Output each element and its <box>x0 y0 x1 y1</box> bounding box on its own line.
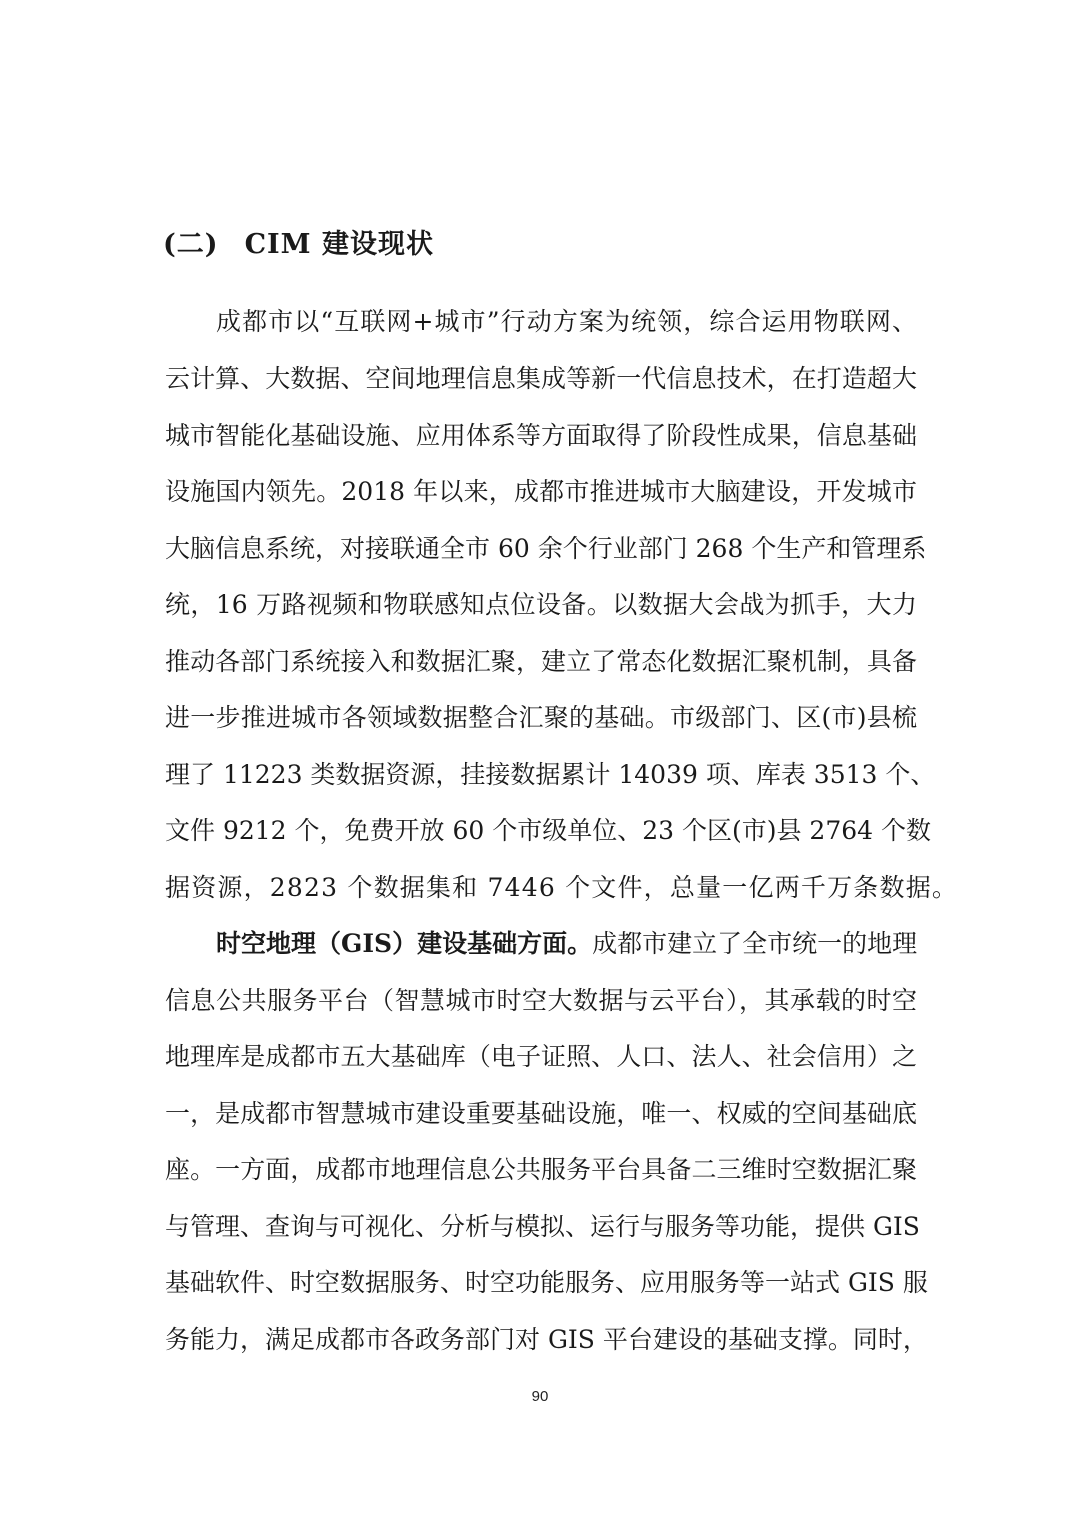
paragraph-2-line-3: 地理库是成都市五大基础库（电子证照、人口、法人、社会信用）之 <box>165 1042 917 1071</box>
section-heading <box>163 222 434 261</box>
paragraph-2-line-2: 信息公共服务平台（智慧城市时空大数据与云平台），其承载的时空 <box>165 986 917 1015</box>
paragraph-1-line-7: 推动各部门系统接入和数据汇聚，建立了常态化数据汇聚机制，具备 <box>165 647 917 676</box>
paragraph-2-line-6: 与管理、查询与可视化、分析与模拟、运行与服务等功能，提供 GIS <box>165 1212 920 1241</box>
section-title: CIM 建设现状 <box>244 229 434 260</box>
paragraph-2-line-4: 一，是成都市智慧城市建设重要基础设施，唯一、权威的空间基础底 <box>165 1099 917 1128</box>
paragraph-1-line-4: 设施国内领先。2018 年以来，成都市推进城市大脑建设，开发城市 <box>165 477 917 506</box>
paragraph-1-line-11: 据资源，2823 个数据集和 7446 个文件，总量一亿两千万条数据。 <box>165 873 959 902</box>
paragraph-2-line-8: 务能力，满足成都市各政务部门对 GIS 平台建设的基础支撑。同时， <box>165 1325 928 1354</box>
paragraph-1-line-6: 统，16 万路视频和物联感知点位设备。以数据大会战为抓手，大力 <box>165 590 917 619</box>
paragraph-2-first-rest: 成都市建立了全市统一的地理 <box>592 929 918 958</box>
page-number: 90 <box>531 1388 549 1405</box>
paragraph-1-line-10: 文件 9212 个，免费开放 60 个市级单位、23 个区(市)县 2764 个数 <box>165 816 932 845</box>
paragraph-1-line-1: 成都市以“互联网+城市”行动方案为统领，综合运用物联网、 <box>216 307 917 336</box>
paragraph-1-line-3: 城市智能化基础设施、应用体系等方面取得了阶段性成果，信息基础 <box>165 421 917 450</box>
paragraph-2-line-1 <box>216 929 917 959</box>
paragraph-1-line-5: 大脑信息系统，对接联通全市 60 余个行业部门 268 个生产和管理系 <box>165 534 927 563</box>
section-number: (二) <box>163 229 219 260</box>
paragraph-2-line-5: 座。一方面，成都市地理信息公共服务平台具备二三维时空数据汇聚 <box>165 1155 917 1184</box>
paragraph-2-line-7: 基础软件、时空数据服务、时空功能服务、应用服务等一站式 GIS 服 <box>165 1268 928 1297</box>
paragraph-1-line-2: 云计算、大数据、空间地理信息集成等新一代信息技术，在打造超大 <box>165 364 917 393</box>
paragraph-1-line-9: 理了 11223 类数据资源，挂接数据累计 14039 项、库表 3513 个、 <box>165 760 936 789</box>
paragraph-1-line-8: 进一步推进城市各领域数据整合汇聚的基础。市级部门、区(市)县梳 <box>165 703 917 732</box>
paragraph-2-lead: 时空地理（GIS）建设基础方面。 <box>216 929 593 958</box>
